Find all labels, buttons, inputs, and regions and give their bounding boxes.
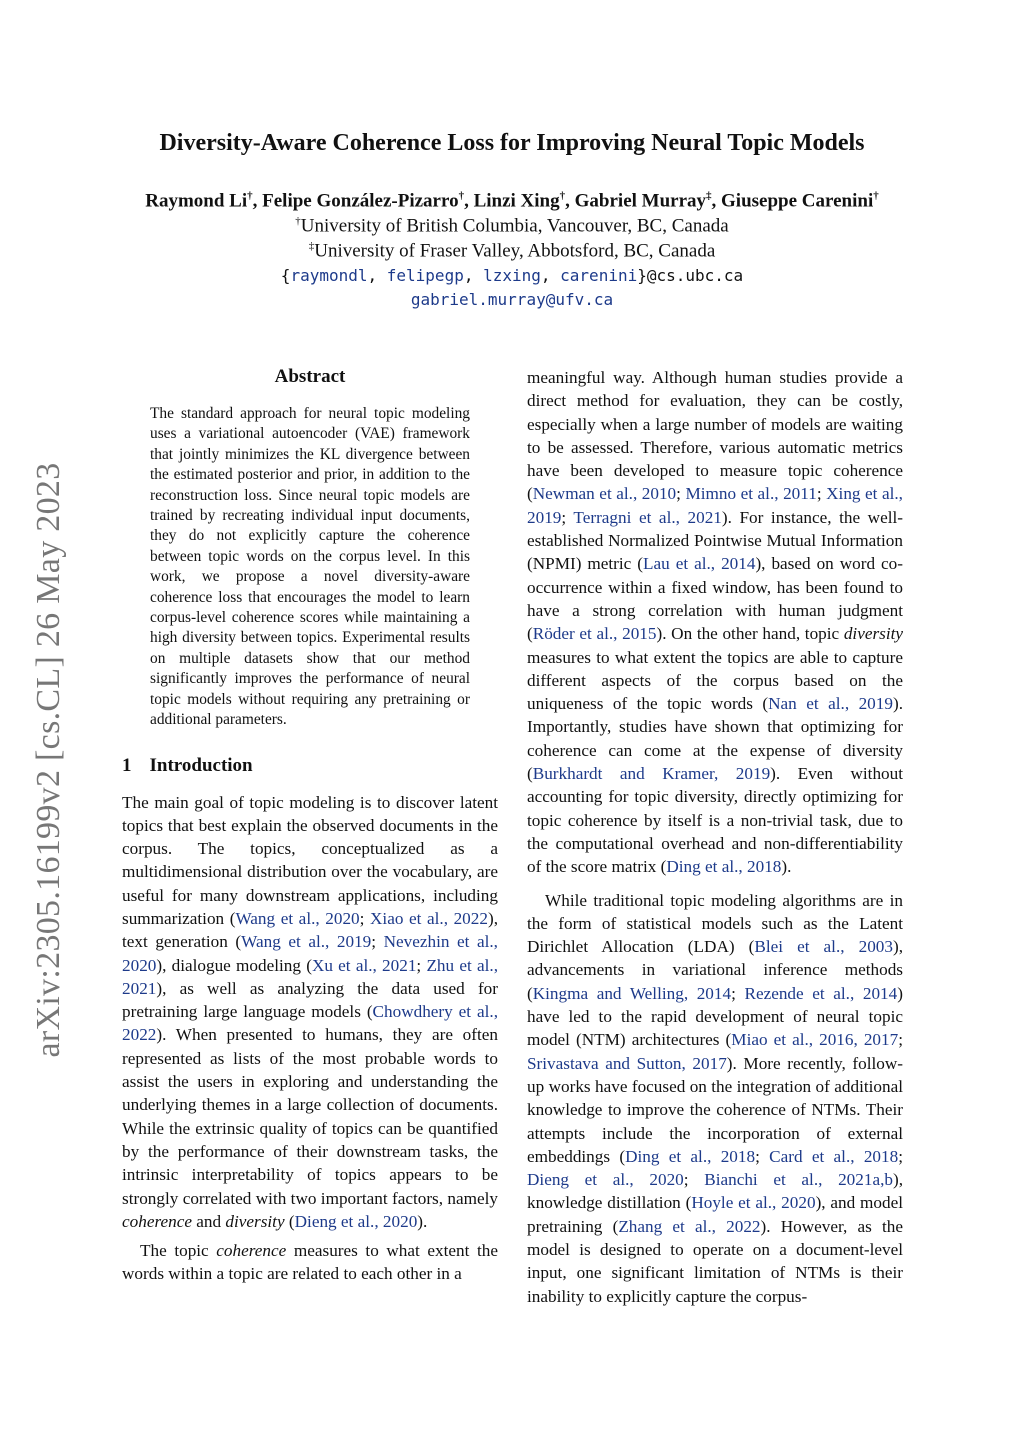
left-column bbox=[122, 366, 498, 1286]
citation-link[interactable]: Bianchi et al., 2021a,b bbox=[704, 1170, 893, 1190]
email-carenini[interactable]: carenini bbox=[560, 266, 638, 285]
citation-link[interactable]: Ding et al., 2018 bbox=[625, 1146, 756, 1166]
email-felipegp[interactable]: felipegp bbox=[386, 266, 464, 285]
arxiv-stamp-text: arXiv:2305.16199v2 [cs.CL] 26 May 2023 bbox=[30, 462, 67, 1058]
intro-paragraph-2: The topic coherence measures to what extent the words within a topic are related to each other in a bbox=[122, 1241, 498, 1284]
citation-link[interactable]: Dieng et al., 2020 bbox=[294, 1211, 418, 1231]
citation-link[interactable]: Miao et al., 2016, 2017 bbox=[731, 1030, 899, 1050]
citation-link[interactable]: Rezende et al., 2014 bbox=[744, 983, 898, 1003]
citation-link[interactable]: Röder et al., 2015 bbox=[532, 624, 657, 644]
affiliation-ubc: †University of British Columbia, Vancouver, BC, Canada bbox=[295, 215, 729, 237]
citation-link[interactable]: Nan et al., 2019 bbox=[768, 694, 893, 714]
author-list: Raymond Li†, Felipe González-Pizarro†, Linzi Xing†, Gabriel Murray‡, Giuseppe Carenini† bbox=[145, 190, 879, 212]
section-heading-introduction: 1 Introduction bbox=[122, 754, 253, 776]
right-column bbox=[527, 366, 903, 1308]
intro-paragraph-3: While traditional topic modeling algorithms are in the form of statistical models such as the Latent Dirichlet Allocation (LDA) (Blei et al., 2003), advancements in variational inference methods (Kingma and Welling, 2014; Rezende et al., 2014) have led to the rapid development of neural topic model (NTM) architectures (Miao et al., 2016, 2017; Srivastava and Sutton, 2017). More recently, follow-up works have focused on the integration of additional knowledge to improve the coherence of NTMs. Their attempts include the incorporation of external embeddings (Ding et al., 2018; Card et al., 2018; Dieng et al., 2020; Bianchi et al., 2021a,b), knowledge distillation (Hoyle et al., 2020), and model pretraining (Zhang et al., 2022). However, as the model is designed to operate on a document-level input, one significant limitation of NTMs is their inability to explicitly capture the corpus- bbox=[527, 890, 904, 1306]
citation-link[interactable]: Zhu et al., 2021 bbox=[122, 955, 498, 998]
citation-link[interactable]: Xu et al., 2021 bbox=[311, 955, 417, 975]
email-raymondl[interactable]: raymondl bbox=[290, 266, 368, 285]
citation-link[interactable]: Zhang et al., 2022 bbox=[618, 1216, 761, 1236]
citation-link[interactable]: Dieng et al., 2020 bbox=[527, 1170, 684, 1190]
abstract-text: The standard approach for neural topic modeling uses a variational autoencoder (VAE) framework that jointly minimizes the KL divergence between the estimated posterior and prior, in addition to the reconstruction loss. Since neural topic models are trained by recreating individual input documents, they do not explicitly capture the coherence between topic words on the corpus level. In this work, we propose a novel diversity-aware coherence loss that encourages the model to learn corpus-level coherence scores while maintaining a high diversity between topics. Experimental results on multiple datasets show that our method significantly improves the performance of neural topic models without requiring any pretraining or additional parameters. bbox=[150, 405, 470, 729]
email-lzxing[interactable]: lzxing bbox=[483, 266, 541, 285]
affiliation-ufv: ‡University of Fraser Valley, Abbotsford, BC, Canada bbox=[308, 240, 716, 262]
citation-link[interactable]: Blei et al., 2003 bbox=[754, 937, 893, 957]
citation-link[interactable]: Chowdhery et al., 2022 bbox=[122, 1002, 498, 1045]
citation-link[interactable]: Xing et al., 2019 bbox=[527, 484, 903, 527]
email-gabriel[interactable]: gabriel.murray@ufv.ca bbox=[410, 290, 614, 309]
citation-link[interactable]: Hoyle et al., 2020 bbox=[691, 1193, 816, 1213]
citation-link[interactable]: Newman et al., 2010 bbox=[532, 484, 677, 504]
citation-link[interactable]: Srivastava and Sutton, 2017 bbox=[527, 1053, 727, 1073]
citation-link[interactable]: Ding et al., 2018 bbox=[666, 857, 782, 877]
citation-link[interactable]: Lau et al., 2014 bbox=[643, 554, 756, 574]
citation-link[interactable]: Wang et al., 2020 bbox=[235, 908, 360, 928]
email-line-ubc: {raymondl, felipegp, lzxing, carenini}@cs.ubc.ca bbox=[280, 266, 744, 285]
citation-link[interactable]: Mimno et al., 2011 bbox=[685, 484, 817, 504]
citation-link[interactable]: Card et al., 2018 bbox=[769, 1146, 899, 1166]
citation-link[interactable]: Burkhardt and Kramer, 2019 bbox=[532, 764, 771, 784]
email-line-ufv bbox=[0, 290, 1024, 309]
citation-link[interactable]: Terragni et al., 2021 bbox=[573, 507, 722, 527]
intro-paragraph-2-continued: meaningful way. Although human studies provide a direct method for evaluation, they can be costly, especially when a large number of models are waiting to be assessed. Therefore, various automatic metrics have been developed to measure topic coherence (Newman et al., 2010; Mimno et al., 2011; Xing et al., 2019; Terragni et al., 2021). For instance, the well-established Normalized Pointwise Mutual Information (NPMI) metric (Lau et al., 2014), based on word co-occurrence within a fixed window, has been found to have a strong correlation with human judgment (Röder et al., 2015). On the other hand, topic diversity measures to what extent the topics are able to capture different aspects of the corpus based on the uniqueness of the topic words (Nan et al., 2019). Importantly, studies have shown that optimizing for coherence can come at the expense of diversity (Burkhardt and Kramer, 2019). Even without accounting for topic diversity, directly optimizing for topic coherence by itself is a non-trivial task, due to the computational overhead and non-differentiability of the score matrix (Ding et al., 2018). bbox=[527, 368, 904, 877]
abstract-heading: Abstract bbox=[274, 366, 346, 387]
citation-link[interactable]: Nevezhin et al., 2020 bbox=[122, 932, 498, 975]
citation-link[interactable]: Xiao et al., 2022 bbox=[370, 908, 488, 928]
citation-link[interactable]: Kingma and Welling, 2014 bbox=[532, 983, 732, 1003]
citation-link[interactable]: Wang et al., 2019 bbox=[241, 932, 372, 952]
paper-title: Diversity-Aware Coherence Loss for Improving Neural Topic Models bbox=[159, 130, 865, 156]
intro-paragraph-1: The main goal of topic modeling is to discover latent topics that best explain the observed documents in the corpus. The topics, conceptualized as a multidimensional distribution over the vocabulary, are useful for many downstream applications, including summarization (Wang et al., 2020; Xiao et al., 2022), text generation (Wang et al., 2019; Nevezhin et al., 2020), dialogue modeling (Xu et al., 2021; Zhu et al., 2021), as well as analyzing the data used for pretraining large language models (Chowdhery et al., 2022). When presented to humans, they are often represented as lists of the most probable words to assist the users in exploring and understanding the underlying themes in a large collection of documents. While the extrinsic quality of topics can be quantified by the performance of their downstream tasks, the intrinsic interpretability of topics appears to be strongly correlated with two important factors, namely coherence and diversity (Dieng et al., 2020). bbox=[122, 792, 498, 1231]
